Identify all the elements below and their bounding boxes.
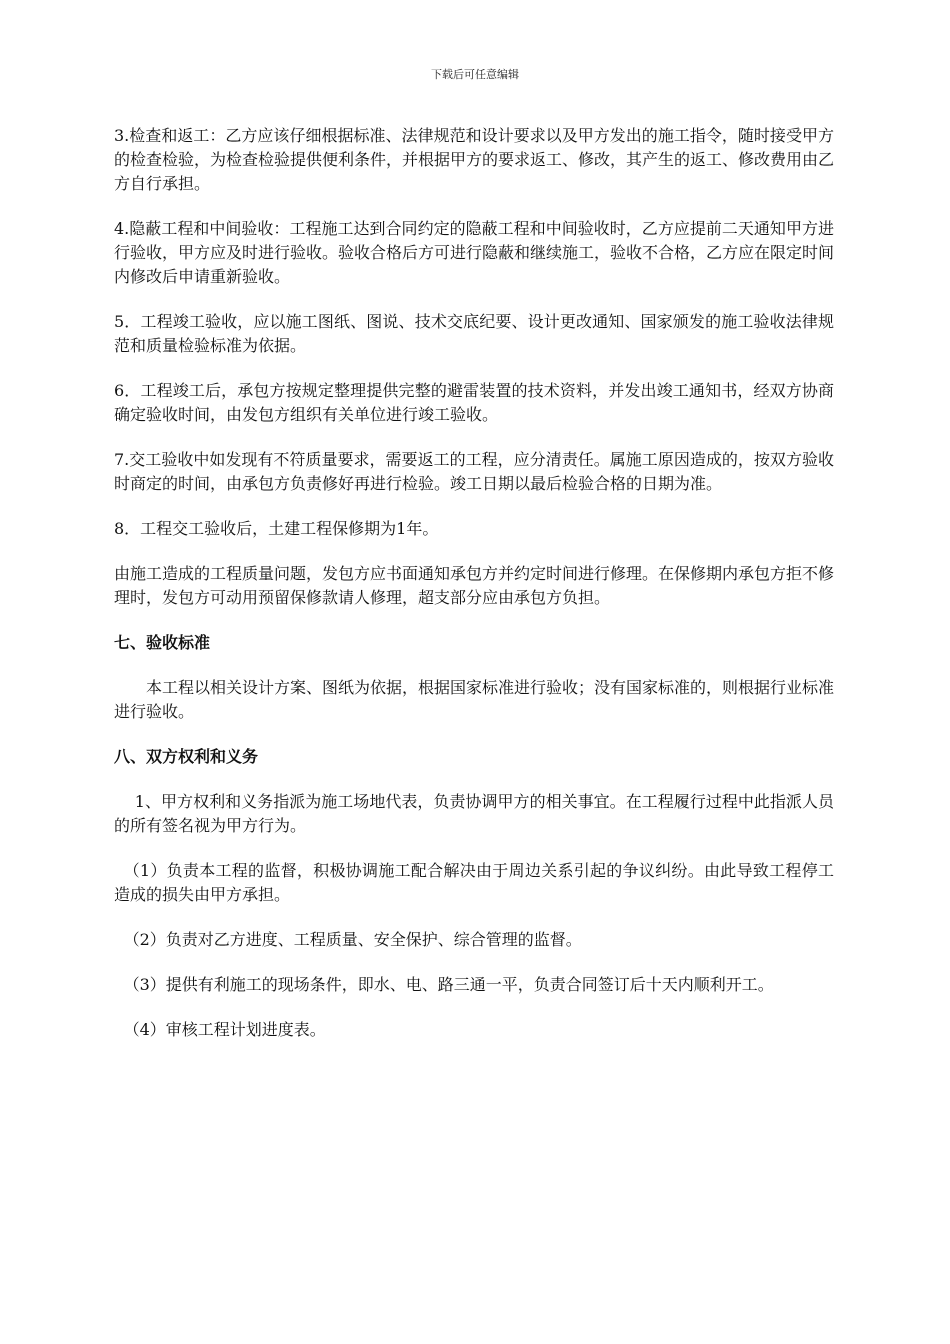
document-body: [114, 124, 834, 1063]
paragraph-quality-repair: 由施工造成的工程质量问题，发包方应书面通知承包方并约定时间进行修理。在保修期内承包方拒不修理时，发包方可动用预留保修款请人修理，超支部分应由承包方负担。: [114, 564, 835, 607]
paragraph-completion-acceptance: 5．工程竣工验收，应以施工图纸、图说、技术交底纪要、设计更改通知、国家颁发的施工验收法律规范和质量检验标准为依据。: [114, 312, 834, 355]
paragraph-warranty-period: 8．工程交工验收后，土建工程保修期为1年。: [114, 519, 439, 538]
paragraph-handover-defects: 7.交工验收中如发现有不符质量要求，需要返工的工程，应分清责任。属施工原因造成的，按双方验收时商定的时间，由承包方负责修好再进行检验。竣工日期以最后检验合格的日期为准。: [114, 450, 834, 493]
section-8-intro: 1、甲方权利和义务指派为施工场地代表，负责协调甲方的相关事宜。在工程履行过程中此指派人员的所有签名视为甲方行为。: [114, 792, 834, 835]
section-8-item-4: （4）审核工程计划进度表。: [123, 1020, 326, 1039]
paragraph-concealed-works: 4.隐蔽工程和中间验收：工程施工达到合同约定的隐蔽工程和中间验收时，乙方应提前二天通知甲方进行验收，甲方应及时进行验收。验收合格后方可进行隐蔽和继续施工，验收不合格，乙方应在限定时间内修改后申请重新验收。: [114, 219, 835, 286]
section-7-body: 本工程以相关设计方案、图纸为依据，根据国家标准进行验收；没有国家标准的，则根据行业标准进行验收。: [114, 678, 835, 721]
section-8-item-3: （3）提供有利施工的现场条件，即水、电、路三通一平，负责合同签订后十天内顺利开工。: [123, 975, 774, 994]
section-7-heading: 七、验收标准: [114, 633, 211, 652]
page-header-watermark: 下载后可任意编辑: [431, 68, 519, 81]
section-8-item-2: （2）负责对乙方进度、工程质量、安全保护、综合管理的监督。: [123, 930, 582, 949]
section-8-item-1: （1）负责本工程的监督，积极协调施工配合解决由于周边关系引起的争议纠纷。由此导致工程停工造成的损失由甲方承担。: [114, 861, 834, 904]
paragraph-inspection-rework: 3.检查和返工：乙方应该仔细根据标准、法律规范和设计要求以及甲方发出的施工指令，随时接受甲方的检查检验，为检查检验提供便利条件，并根据甲方的要求返工、修改，其产生的返工、修改费用由乙方自行承担。: [114, 126, 835, 193]
section-8-heading: 八、双方权利和义务: [114, 747, 259, 766]
paragraph-completion-notice: 6．工程竣工后，承包方按规定整理提供完整的避雷装置的技术资料，并发出竣工通知书，经双方协商确定验收时间，由发包方组织有关单位进行竣工验收。: [114, 381, 834, 424]
